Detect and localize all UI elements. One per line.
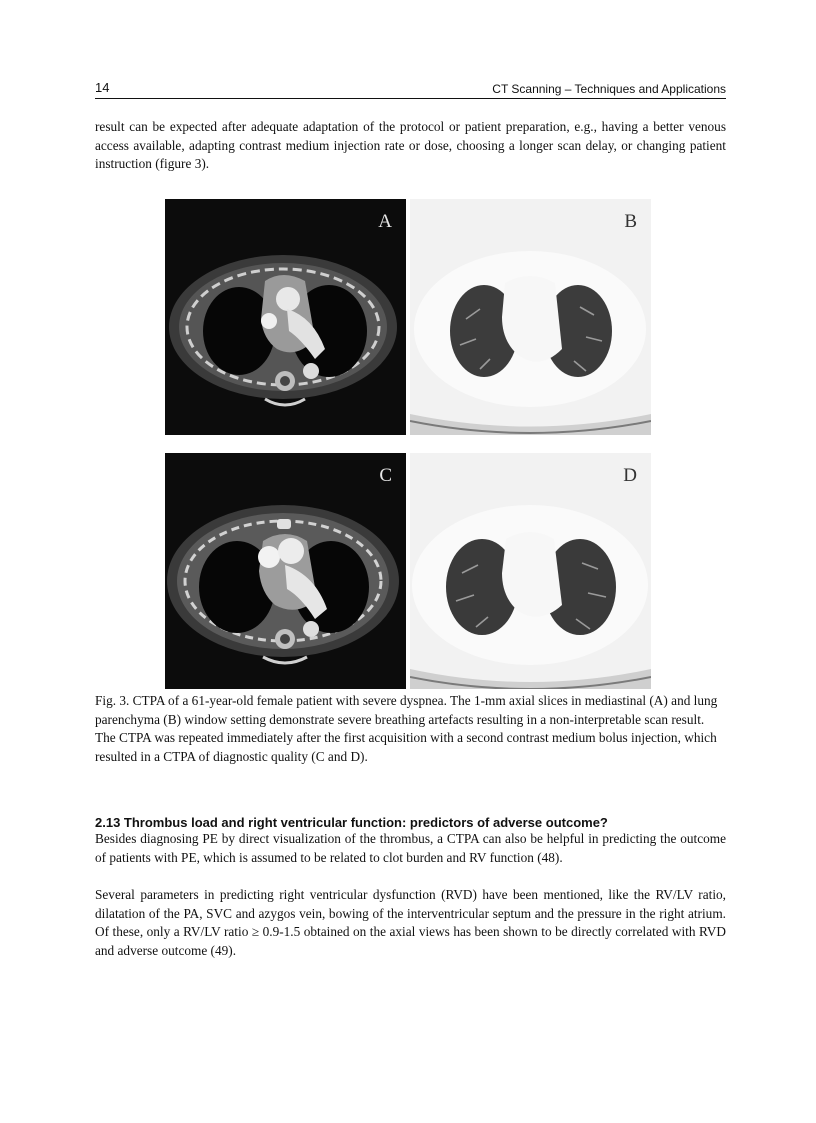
ct-image-mediastinal-c [165, 453, 406, 689]
page-number: 14 [95, 80, 110, 95]
ct-panel-b [410, 199, 651, 435]
running-title: CT Scanning – Techniques and Applications [492, 82, 726, 96]
panel-label-b: B [624, 211, 637, 232]
ct-image-mediastinal-a [165, 199, 406, 435]
section-heading: 2.13 Thrombus load and right ventricular function: predictors of adverse outcome? [95, 815, 608, 830]
panel-label-d: D [623, 465, 637, 486]
intro-paragraph: result can be expected after adequate adaptation of the protocol or patient preparation, e.g., having a better venous access available, adapting contrast medium injection rate or dose, choosing a longer scan delay, or changing patient instruction (figure 3). [95, 119, 726, 172]
ct-panel-d [410, 453, 651, 689]
panel-label-c: C [379, 465, 392, 486]
ct-panel-c [165, 453, 406, 689]
ct-panel-a [165, 199, 406, 435]
ct-image-lung-d [410, 453, 651, 689]
figure-caption: Fig. 3. CTPA of a 61-year-old female patient with severe dyspnea. The 1-mm axial slices in mediastinal (A) and lung parenchyma (B) window setting demonstrate severe breathing artefacts resulting in a non-interpretable scan result. The CTPA was repeated immediately after the first acquisition with a second contrast medium bolus injection, which resulted in a CTPA of diagnostic quality (C and D). [95, 693, 718, 764]
panel-label-a: A [378, 211, 392, 232]
page-header [95, 80, 726, 99]
ct-image-lung-b [410, 199, 651, 435]
body-paragraph-1: Besides diagnosing PE by direct visualization of the thrombus, a CTPA can also be helpful in predicting the outcome of patients with PE, which is assumed to be related to clot burden and RV function (48). [95, 831, 726, 865]
figure-3 [165, 199, 651, 689]
body-paragraph-2: Several parameters in predicting right ventricular dysfunction (RVD) have been mentioned, like the RV/LV ratio, dilatation of the PA, SVC and azygos vein, bowing of the interventricular septum and the pressure in the right atrium. Of these, only a RV/LV ratio ≥ 0.9-1.5 obtained on the axial views has been shown to be directly correlated with RVD and adverse outcome (49). [95, 887, 726, 958]
